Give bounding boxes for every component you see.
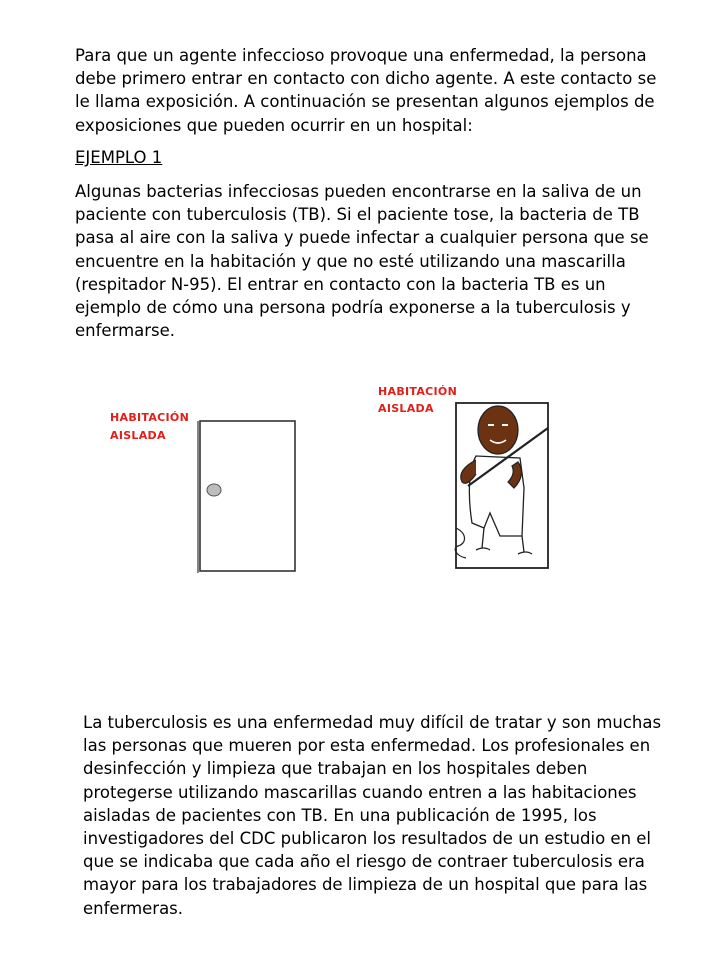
closing-paragraph: La tuberculosis es una enfermedad muy difícil de tratar y son muchas las personas que mueren por esta enfermedad. Los profesionales en desinfección y limpieza que trabajan en los hospitales deben protegerse utilizando mascarillas cuando entren a las habitaciones aisladas de pacientes con TB. En una publicación de 1995, los investigadores del CDC publicaron los resultados de un estudio en el que se indicaba que cada año el riesgo de contraer tuberculosis era mayor para los trabajadores de limpieza de un hospital que para las enfermeras. bbox=[83, 713, 662, 918]
closed-door-illustration bbox=[100, 395, 300, 580]
open-door-patient-illustration bbox=[372, 378, 552, 573]
example-heading: EJEMPLO 1 bbox=[75, 148, 163, 167]
open-door-sign-line2: AISLADA bbox=[378, 402, 434, 415]
closed-door-sign-line1: HABITACIÓN bbox=[110, 411, 190, 424]
open-door-sign-line1: HABITACIÓN bbox=[378, 385, 458, 398]
patient-head bbox=[478, 406, 518, 454]
example-paragraph: Algunas bacterias infecciosas pueden encontrarse en la saliva de un paciente con tuberculosis (TB). Si el paciente tose, la bacteria de TB pasa al aire con la saliva y puede infectar a cualquier persona que se encuentre en la habitación y que no esté utilizando una mascarilla (respitador N-95). El entrar en contacto con la bacteria TB es un ejemplo de cómo una persona podría exponerse a la tuberculosis y enfermarse. bbox=[75, 182, 649, 341]
door-knob bbox=[207, 484, 221, 496]
intro-paragraph: Para que un agente infeccioso provoque una enfermedad, la persona debe primero entrar en contacto con dicho agente. A este contacto se le llama exposición. A continuación se presentan algunos ejemplos de exposiciones que pueden ocurrir en un hospital: bbox=[75, 46, 657, 135]
closed-door-sign-line2: AISLADA bbox=[110, 429, 166, 442]
